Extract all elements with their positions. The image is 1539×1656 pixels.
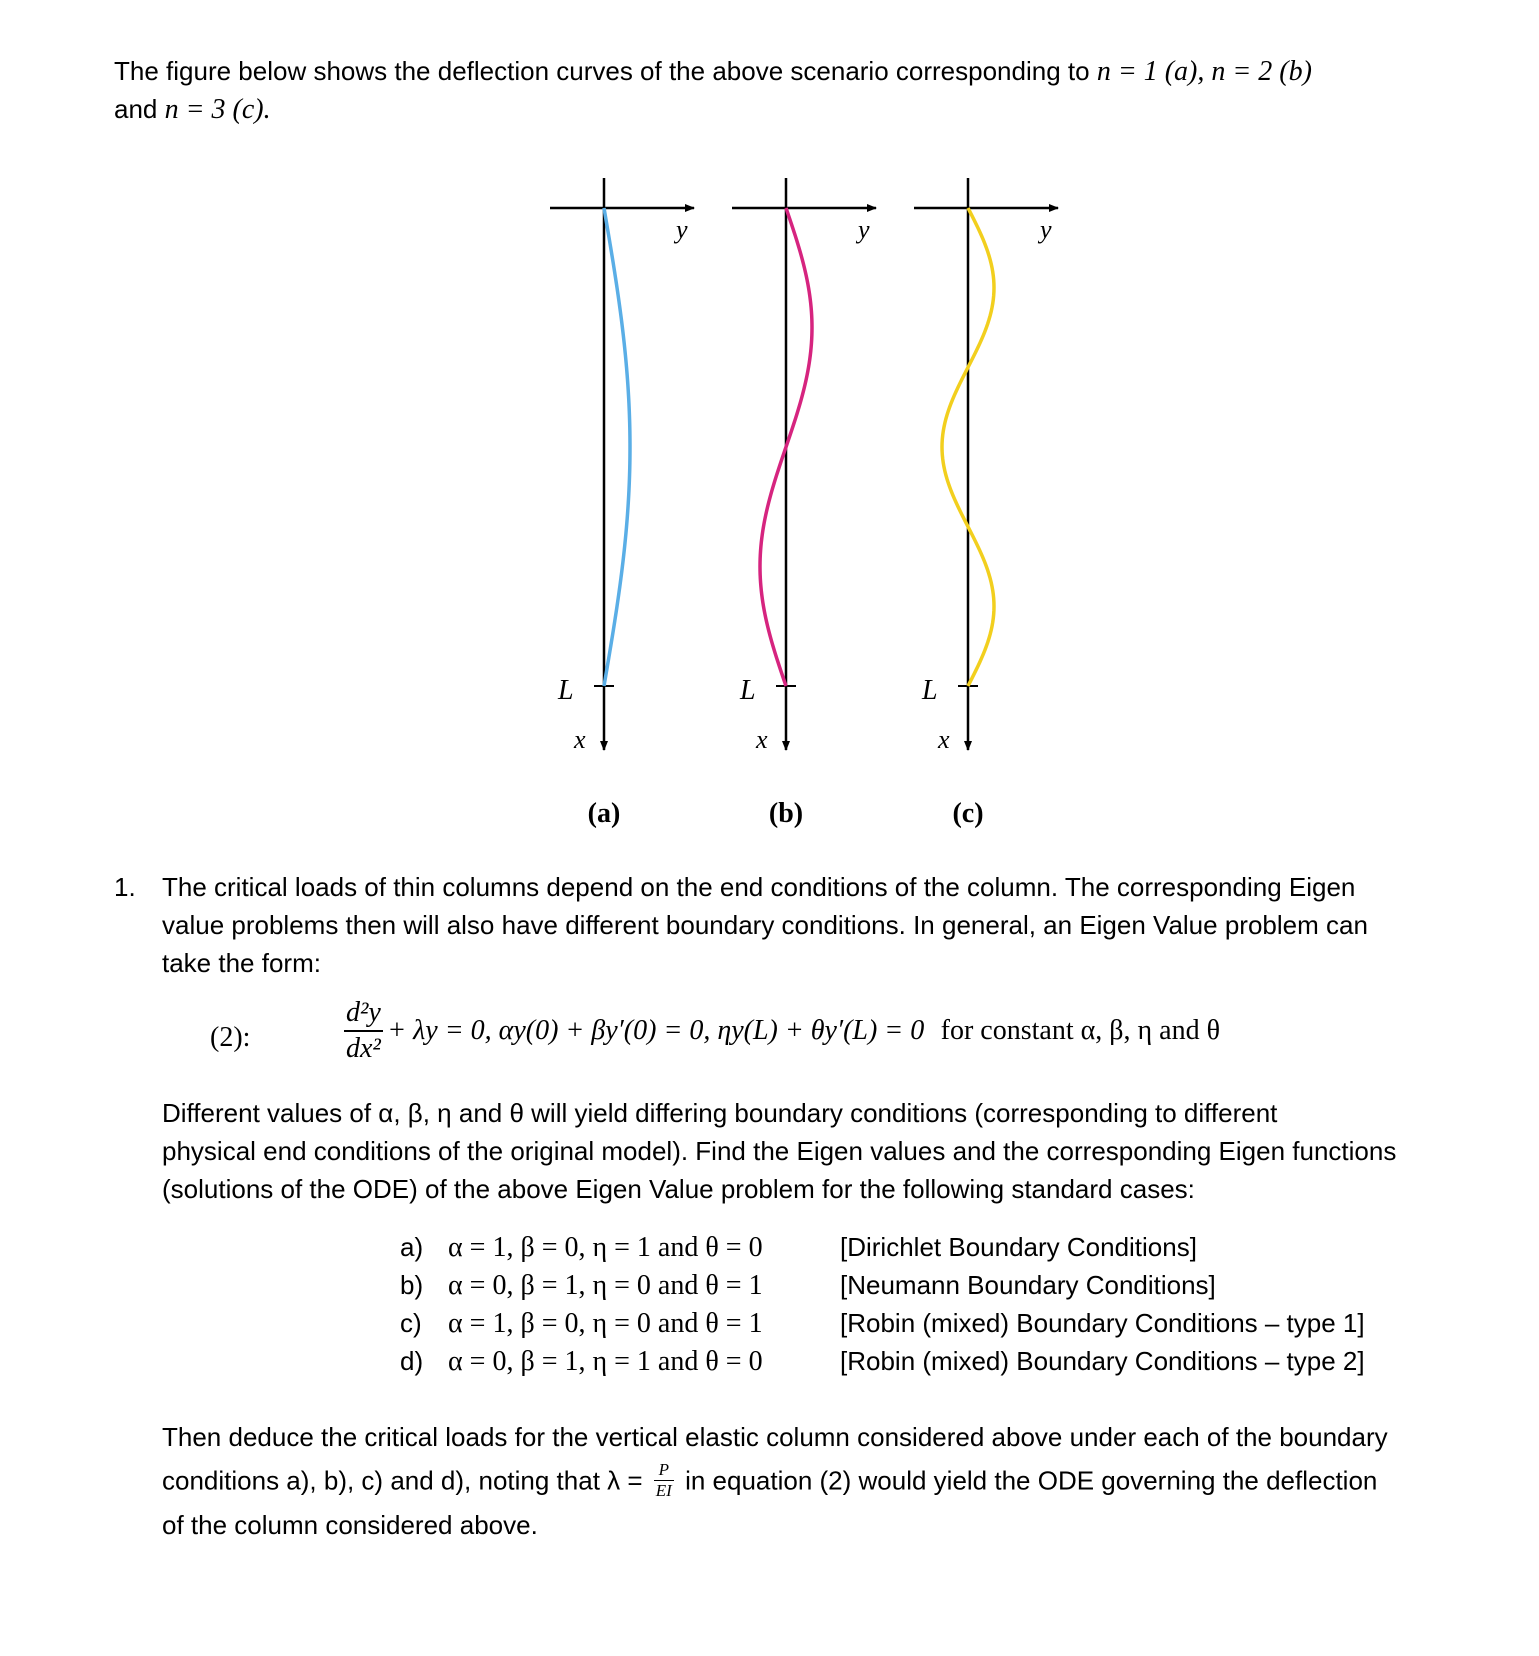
closing-fraction-denominator: EI [655, 1481, 672, 1500]
closing-line-1: Then deduce the critical loads for the vertical elastic column considered above under each of the boundary [162, 1422, 1388, 1452]
case-label: c) [400, 1308, 422, 1338]
panel-caption: (c) [952, 798, 984, 829]
y-axis-label: y [676, 215, 688, 244]
intro-line-2-text: and [114, 94, 158, 124]
question-line-3: take the form: [162, 948, 321, 978]
L-label: L [922, 675, 938, 706]
case-name: [Neumann Boundary Conditions] [840, 1270, 1216, 1300]
closing-fraction-numerator: P [654, 1460, 674, 1481]
question-line-2: value problems then will also have different boundary conditions. In general, an Eigen Value problem can [162, 910, 1368, 940]
deflection-curve [604, 208, 630, 686]
case-condition: α = 0, β = 1, η = 1 and θ = 0 [448, 1346, 763, 1377]
intro-line-1-math: n = 1 (a), n = 2 (b) [1096, 56, 1312, 87]
question-number: 1. [114, 872, 136, 902]
closing-line-2-after: in equation (2) would yield the ODE governing the deflection [685, 1465, 1378, 1496]
equation-body: + λy = 0, αy(0) + βy′(0) = 0, ηy(L) + θy′(L) = 0 [387, 1015, 925, 1046]
case-row [400, 1266, 1216, 1304]
closing-line-3: of the column considered above. [162, 1510, 538, 1540]
case-name: [Dirichlet Boundary Conditions] [840, 1232, 1197, 1262]
L-label: L [558, 675, 574, 706]
case-name: [Robin (mixed) Boundary Conditions – type 1] [840, 1308, 1365, 1338]
intro-line-2-math: n = 3 (c). [164, 94, 271, 125]
panel-caption: (b) [768, 798, 804, 829]
equation [344, 996, 1220, 1066]
y-axis-label: y [858, 215, 870, 244]
case-condition: α = 1, β = 0, η = 1 and θ = 0 [448, 1232, 763, 1263]
case-condition: α = 0, β = 1, η = 0 and θ = 1 [448, 1270, 763, 1301]
case-label: a) [400, 1232, 424, 1262]
x-axis-label: x [938, 725, 950, 754]
closing-fraction [654, 1460, 674, 1501]
paragraph2-line-3: (solutions of the ODE) of the above Eigen Value problem for the following standard cases: [162, 1174, 1195, 1204]
equation-suffix: for constant α, β, η and θ [940, 1015, 1221, 1046]
x-axis-label: x [756, 725, 768, 754]
y-axis-label: y [1040, 215, 1052, 244]
closing-line-2-before: conditions a), b), c) and d), noting that λ = [162, 1465, 643, 1496]
case-label: d) [400, 1346, 424, 1376]
case-name: [Robin (mixed) Boundary Conditions – type 2] [840, 1346, 1365, 1376]
equation-fraction [344, 996, 383, 1066]
equation-fraction-denominator: dx² [346, 1033, 381, 1064]
case-row [400, 1304, 1365, 1342]
paragraph2-line-2: physical end conditions of the original model). Find the Eigen values and the corresponding Eigen functions [162, 1136, 1397, 1166]
equation-label: (2): [210, 1022, 251, 1053]
question-line-1: The critical loads of thin columns depend on the end conditions of the column. The corresponding Eigen [162, 872, 1356, 902]
intro-line-1-text: The figure below shows the deflection curves of the above scenario corresponding to [114, 56, 1090, 86]
closing-line-2 [162, 1460, 1377, 1501]
x-axis-label: x [574, 725, 586, 754]
equation-fraction-numerator: d²y [344, 996, 383, 1032]
case-label: b) [400, 1270, 424, 1300]
case-row [400, 1342, 1365, 1380]
panel-caption: (a) [587, 798, 621, 829]
case-condition: α = 1, β = 0, η = 0 and θ = 1 [448, 1308, 763, 1339]
case-row [400, 1228, 1197, 1266]
L-label: L [740, 675, 756, 706]
paragraph2-line-1: Different values of α, β, η and θ will yield differing boundary conditions (corresponding to different [162, 1098, 1278, 1128]
